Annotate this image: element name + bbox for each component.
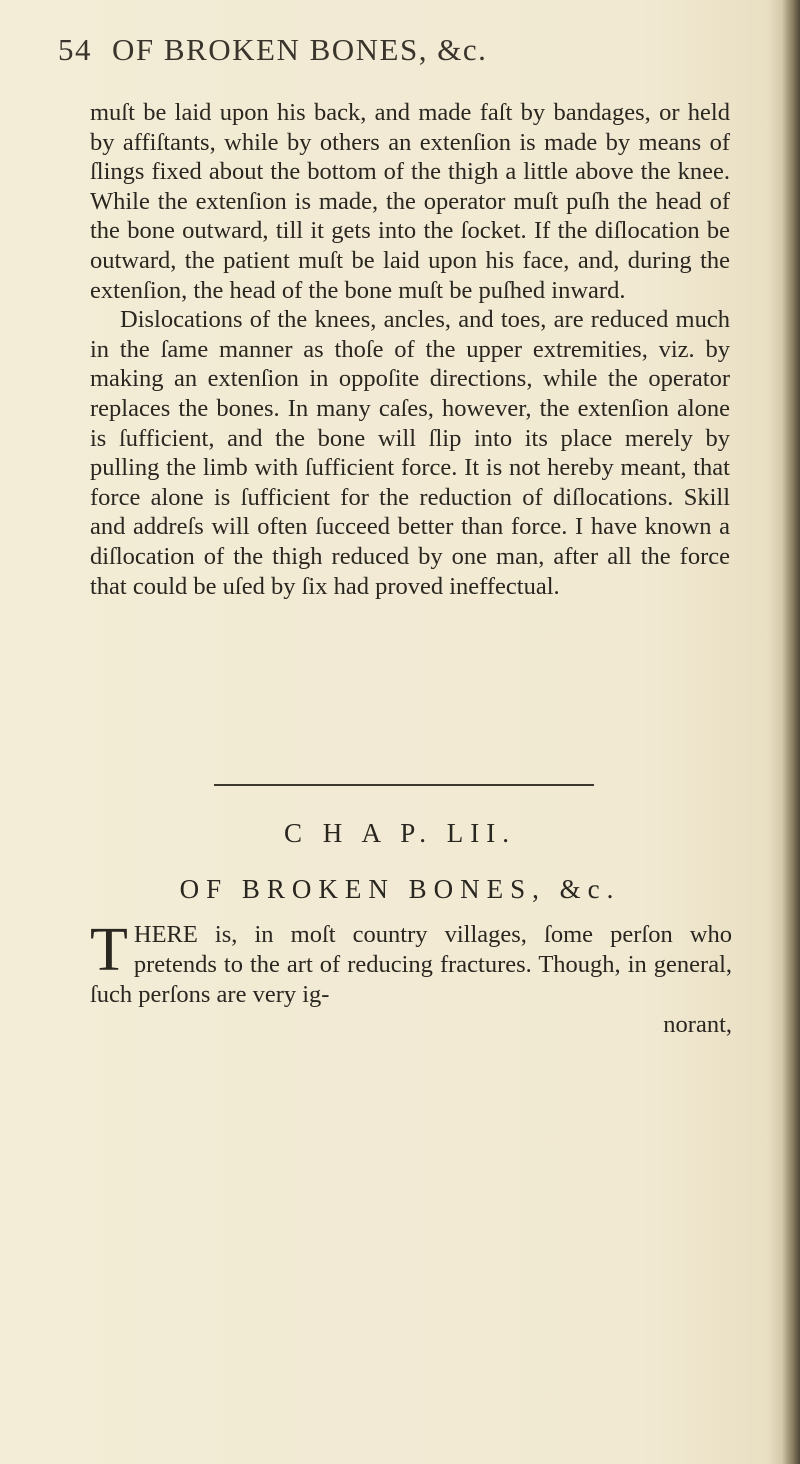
running-title: OF BROKEN BONES, &c.	[112, 32, 488, 67]
running-header	[58, 32, 698, 76]
paragraph: muſt be laid upon his back, and made faſt by bandages, or held by affiſtants, while by others an extenſion is made by means of ſlings fixed about the bottom of the thigh a little above the knee. While the extenſion is made, the operator muſt puſh the head of the bone outward, till it gets into the ſocket. If the diſlocation be outward, the patient muſt be laid upon his face, and, during the extenſion, the head of the bone muſt be puſhed inward.	[90, 99, 730, 304]
section-divider	[214, 784, 594, 786]
chapter-intro	[90, 916, 732, 1040]
catchword: norant,	[663, 1011, 732, 1038]
chapter-title: OF BROKEN BONES, &c.	[179, 874, 621, 904]
body-text	[90, 98, 730, 601]
paragraph: Dislocations of the knees, ancles, and toes, are reduced much in the ſame manner as thoſe of the upper extremities, viz. by making an extenſion in oppoſite directions, while the operator replaces the bones. In many caſes, however, the extenſion alone is ſufficient, and the bone will ſlip into its place merely by pulling the limb with ſufficient force. It is not hereby meant, that force alone is ſufficient for the reduction of diſlocations. Skill and addreſs will often ſucceed better than force. I have known a diſlocation of the thigh reduced by one man, after all the force that could be uſed by ſix had proved ineffectual.	[90, 306, 730, 600]
drop-cap: T	[90, 916, 128, 984]
intro-text: HERE is, in moſt country villages, ſome perſon who pretends to the art of reducing fractures. Though, in general, ſuch perſons are very ig-	[90, 921, 732, 1008]
page-number: 54	[58, 32, 92, 67]
page-edge-shadow	[782, 0, 800, 1464]
chapter-number: C H A P. LII.	[283, 818, 517, 848]
